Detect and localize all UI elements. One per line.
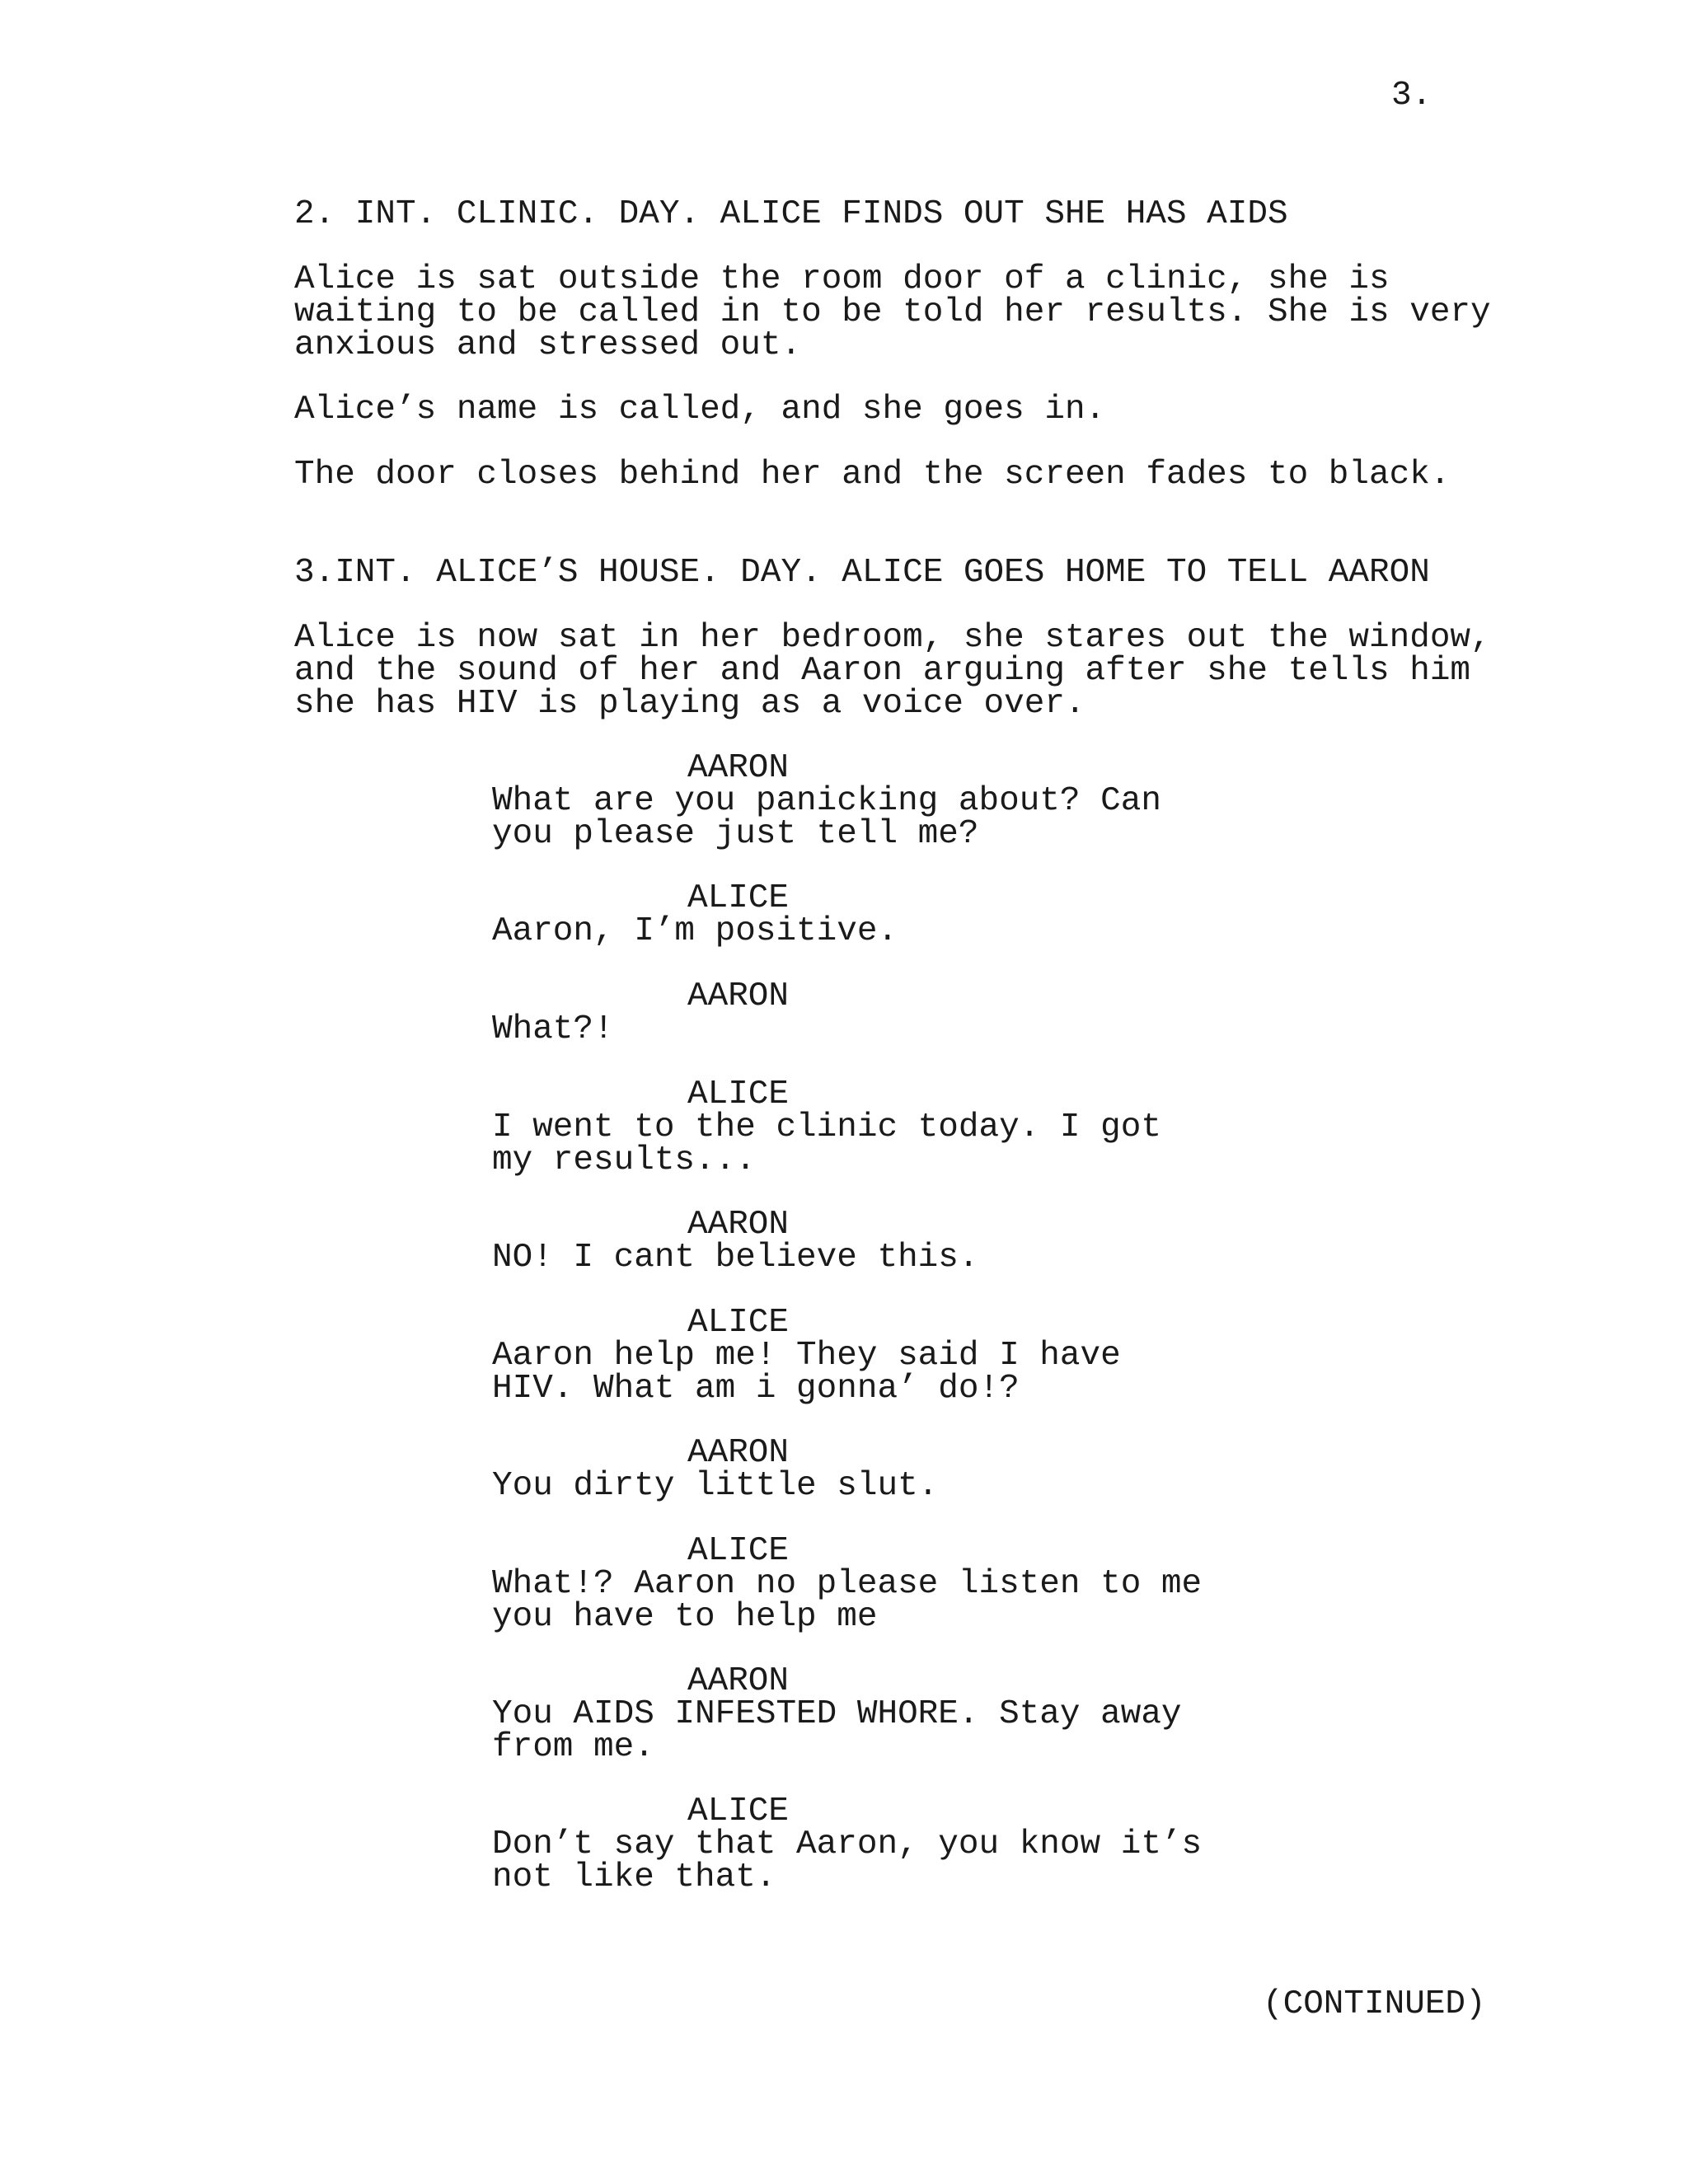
scene-3-action-1: Alice is now sat in her bedroom, she stares out the window, and the sound of her and Aaron arguing after she tells him she has HIV is playing as a voice over.: [294, 619, 1491, 723]
dialogue-line: NO! I cant believe this.: [492, 1239, 979, 1277]
character-cue: ALICE: [687, 1793, 790, 1830]
character-cue: AARON: [687, 977, 790, 1015]
scene-2-action-1: Alice is sat outside the room door of a clinic, she is waiting to be called in to be told her results. She is very anxious and stressed out.: [294, 260, 1491, 364]
scene-2-action-3: The door closes behind her and the screen fades to black.: [294, 456, 1451, 494]
dialogue-line: Aaron, I’m positive.: [492, 912, 898, 950]
dialogue-line: What are you panicking about? Can you please just tell me?: [492, 782, 1161, 853]
dialogue-line: You AIDS INFESTED WHORE. Stay away from me.: [492, 1695, 1182, 1766]
continued-marker: (CONTINUED): [1263, 1985, 1486, 2023]
page-number: 3.: [1391, 77, 1432, 115]
dialogue-line: You dirty little slut.: [492, 1467, 939, 1505]
dialogue-line: What!? Aaron no please listen to me you have to help me: [492, 1565, 1203, 1636]
character-cue: AARON: [687, 749, 790, 787]
character-cue: ALICE: [687, 1532, 790, 1570]
character-cue: AARON: [687, 1434, 790, 1472]
scene-heading-2: 2. INT. CLINIC. DAY. ALICE FINDS OUT SHE HAS AIDS: [294, 195, 1288, 233]
character-cue: ALICE: [687, 1304, 790, 1342]
dialogue-line: I went to the clinic today. I got my results...: [492, 1108, 1161, 1179]
scene-2-action-2: Alice’s name is called, and she goes in.: [294, 391, 1106, 429]
character-cue: AARON: [687, 1662, 790, 1700]
scene-heading-3: 3.INT. ALICE’S HOUSE. DAY. ALICE GOES HOME TO TELL AARON: [294, 554, 1430, 592]
character-cue: ALICE: [687, 879, 790, 917]
character-cue: AARON: [687, 1206, 790, 1244]
dialogue-line: Aaron help me! They said I have HIV. What am i gonna’ do!?: [492, 1337, 1121, 1408]
dialogue-line: Don’t say that Aaron, you know it’s not like that.: [492, 1825, 1203, 1896]
dialogue-line: What?!: [492, 1010, 614, 1048]
character-cue: ALICE: [687, 1076, 790, 1113]
